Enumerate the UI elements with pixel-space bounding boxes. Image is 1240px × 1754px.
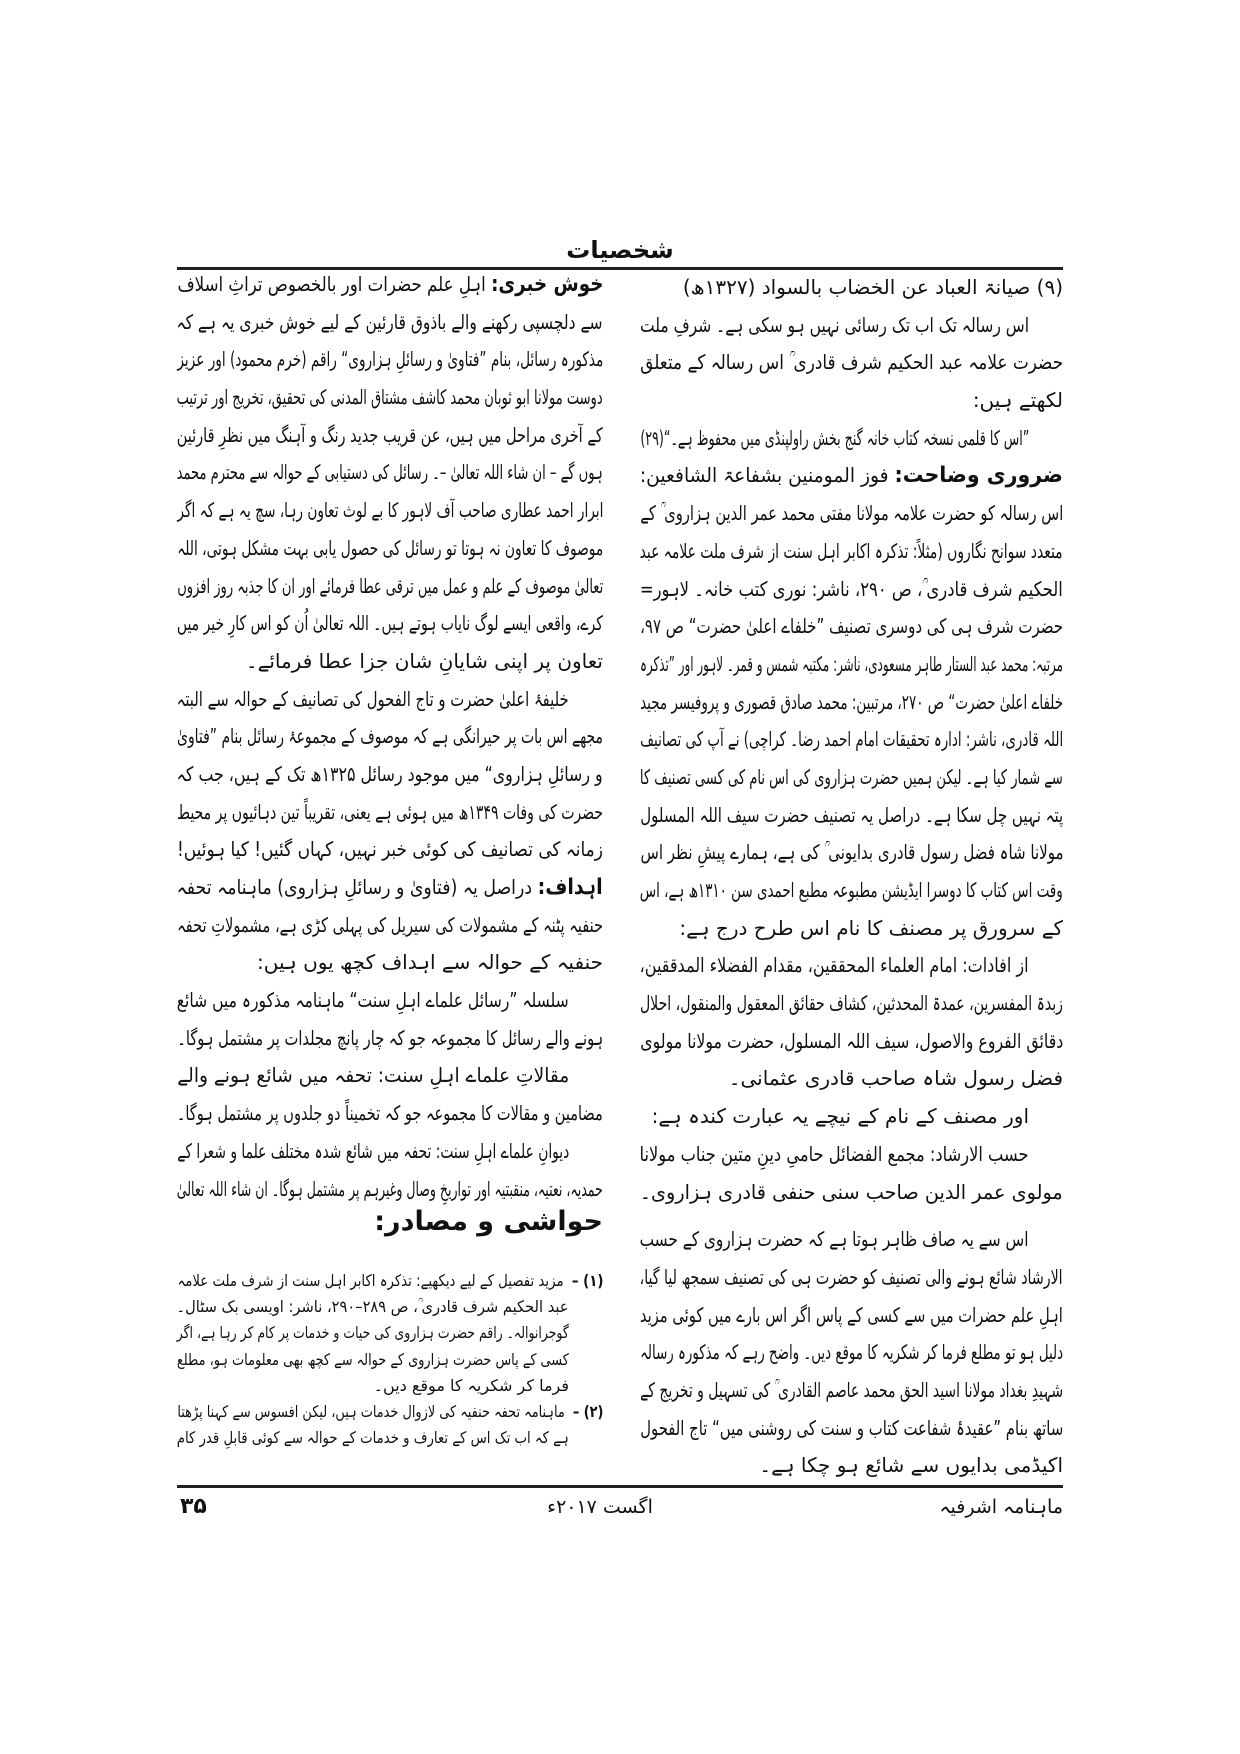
line-text: اللہ قادری، ناشر: ادارہ تحقیقات امام احمد رضا۔ کراچی) نے آپ کی تصانیف xyxy=(640,727,1063,752)
text-line xyxy=(177,1095,603,1133)
magazine-name: ماہنامہ اشرفیہ xyxy=(939,1496,1063,1518)
line-content xyxy=(177,454,603,492)
footer-divider xyxy=(177,1485,1063,1488)
line-text: متعدد سوانح نگاروں (مثلاً: تذکرہ اکابر اہل سنت از شرف ملت علامہ عبد xyxy=(640,538,1063,563)
line-text: سے شمار کیا ہے۔ لیکن ہمیں حضرت ہزاروی کی اس نام کی کسی تصنیف کا xyxy=(640,764,1063,789)
line-text: از افادات: امام العلماء المحققین، مقدام الفضلاء المدققین، xyxy=(640,953,1029,978)
line-content xyxy=(640,646,1063,684)
line-text: کرے، واقعی ایسے لوگ نایاب ہوتے ہیں۔ اللہ تعالیٰ اُن کو اس کارِ خیر میں xyxy=(177,611,603,636)
text-line xyxy=(640,721,1063,759)
line-content xyxy=(177,266,603,304)
line-text: حضرت کی وفات ۱۳۴۹ھ میں ہوئی ہے یعنی، تقریباً تین دہائیوں پر محیط xyxy=(176,799,603,824)
text-line xyxy=(640,1174,1063,1212)
line-text: سے دلچسپی رکھنے والے باذوق قارئین کے لیے خوش خبری یہ ہے کہ xyxy=(177,309,603,334)
line-content xyxy=(759,1447,1063,1485)
footnote-text: ہے کہ اب تک اس کے تعارف و خدمات کے حوالہ سے کوئی قابلِ قدر کام xyxy=(177,1428,569,1448)
text-line xyxy=(640,1297,1063,1335)
line-content xyxy=(177,1057,569,1095)
line-content xyxy=(640,533,1063,571)
footnote-text: مزید تفصیل کے لیے دیکھیے: تذکرہ اکابر اہل سنت از شرف ملت علامہ xyxy=(177,1271,564,1290)
text-line xyxy=(640,533,1063,571)
line-content xyxy=(640,947,1029,985)
line-text: مضامین و مقالات کا مجموعہ جو کہ تخمیناً دو جلدوں پر مشتمل ہوگا۔ xyxy=(177,1101,603,1126)
text-line xyxy=(640,420,1063,458)
line-text: ہوں گے – ان شاء اللہ تعالیٰ –۔ رسائل کی دستیابی کے حوالہ سے محترم محمد xyxy=(177,460,603,485)
text-line xyxy=(177,907,603,945)
line-text: تعالیٰ موصوف کے علم و عمل میں ترقی عطا فرمائے اور ان کا جذبہ روز افزوں xyxy=(177,573,603,598)
page-number: ۳۵ xyxy=(180,1494,207,1519)
line-text: اکیڈمی بدایوں سے شائع ہو چکا ہے۔ xyxy=(759,1453,1063,1478)
text-line xyxy=(640,872,1063,910)
line-content xyxy=(177,1294,569,1320)
line-text: حضرت شرف ہی کی دوسری تصنیف ”خلفاے اعلیٰ حضرت“ ص ۹۷، xyxy=(640,614,1063,639)
line-text: دوست مولانا ابو ثوبان محمد کاشف مشتاق المدنی کی تحقیق، تخریج اور ترتیب xyxy=(177,385,603,410)
line-content xyxy=(177,756,603,794)
line-text: خلفاے اعلیٰ حضرت“ ص ۲۷۰، مرتبین: محمد صادق قصوری و پروفیسر مجید xyxy=(640,689,1063,714)
line-content xyxy=(640,571,1063,609)
text-line xyxy=(177,379,603,417)
text-line xyxy=(640,608,1063,646)
line-text: مذکورہ رسائل، بنام ”فتاویٰ و رسائلِ ہزاروی“ راقم (خرم محمود) اور عزیز xyxy=(177,347,603,372)
text-line xyxy=(177,1057,603,1095)
line-content xyxy=(177,304,603,342)
text-line xyxy=(640,1023,1063,1061)
line-text: پتہ نہیں چل سکا ہے۔ دراصل یہ تصنیف حضرت سیف اللہ المسلول xyxy=(640,802,1063,827)
text-line xyxy=(177,492,603,530)
line-text: حنفیہ کے حوالہ سے اہداف کچھ یوں ہیں: xyxy=(257,950,603,975)
text-line xyxy=(177,756,603,794)
line-content xyxy=(177,1133,569,1171)
line-content xyxy=(177,1268,603,1294)
line-text: اس سے یہ صاف ظاہر ہوتا ہے کہ حضرت ہزاروی کے حسب xyxy=(640,1227,1029,1252)
line-content xyxy=(177,568,603,606)
line-text: کے آخری مراحل میں ہیں، عن قریب جدید رنگ و آہنگ میں نظرِ قارئین xyxy=(177,422,603,447)
line-content xyxy=(640,495,1063,533)
line-content xyxy=(177,1020,603,1058)
line-content xyxy=(177,341,603,379)
line-text: ساتھ بنام ”عقیدۂ شفاعت کتاب و سنت کی روشنی میں“ تاج الفحول xyxy=(640,1415,1063,1440)
line-text: الحکیم شرف قادری ؒ، ص ۲۹۰، ناشر: نوری کتب خانہ۔ لاہور= xyxy=(640,576,1063,601)
line-content xyxy=(679,910,1063,948)
line-content xyxy=(177,379,603,417)
paragraph-lead: ضروری وضاحت: xyxy=(894,463,1063,489)
line-text: ہونے والے رسائل کا مجموعہ جو کہ چار پانچ مجلدات پر مشتمل ہوگا۔ xyxy=(177,1025,603,1050)
right-column xyxy=(640,269,1063,1485)
text-line xyxy=(177,1133,603,1171)
line-text: و رسائلِ ہزاروی“ میں موجود رسائل ۱۳۲۵ھ تک کے ہیں، جب کہ xyxy=(177,761,603,786)
line-content xyxy=(640,834,1063,872)
line-content xyxy=(177,1320,569,1346)
line-content xyxy=(177,417,603,455)
text-line xyxy=(640,382,1063,420)
text-line xyxy=(177,794,603,832)
line-content xyxy=(640,1334,1063,1372)
footnote-number: (۲) – xyxy=(572,1401,603,1421)
text-line xyxy=(640,797,1063,835)
line-content xyxy=(640,1372,1063,1410)
footnote-text: فرما کر شکریہ کا موقع دیں۔ xyxy=(373,1375,569,1395)
text-line xyxy=(177,454,603,492)
line-text: اہلِ علم حضرات میں سے کسی کے پاس اگر اس بارے میں کوئی مزید xyxy=(640,1302,1063,1327)
line-text: مجھے اس بات پر حیرانگی ہے کہ موصوف کے مجموعۂ رسائل بنام ”فتاویٰ xyxy=(177,724,603,749)
line-text: سلسلہ ”رسائل علماے اہلِ سنت“ ماہنامہ مذکورہ میں شائع xyxy=(177,988,569,1013)
line-text: ابرار احمد عطاری صاحب آف لاہور کا بے لوث تعاون رہا، سچ یہ ہے کہ اگر xyxy=(177,498,603,523)
line-text: (۹) صیانۃ العباد عن الخضاب بالسواد (۱۳۲۷ھ) xyxy=(682,275,1063,299)
line-content xyxy=(640,759,1063,797)
line-content xyxy=(652,1098,1029,1136)
text-line xyxy=(640,1098,1063,1136)
footnote-text: ماہنامہ تحفہ حنفیہ کی لازوال خدمات ہیں، لیکن افسوس سے کہنا پڑھتا xyxy=(177,1401,565,1421)
line-text: فوز المومنین بشفاعۃ الشافعین: xyxy=(640,463,889,488)
text-line xyxy=(640,1447,1063,1485)
text-line xyxy=(640,1410,1063,1448)
line-text: دیوانِ علماے اہلِ سنت: تحفہ میں شائع شدہ مختلف علما و شعرا کے xyxy=(177,1138,569,1163)
line-content xyxy=(640,684,1063,722)
line-content xyxy=(640,1136,1029,1174)
line-content xyxy=(177,1347,569,1373)
line-content xyxy=(177,869,603,907)
text-line xyxy=(640,1136,1063,1174)
section-title: شخصیات xyxy=(566,236,674,264)
line-content xyxy=(640,1259,1063,1297)
line-text: ”اس کا قلمی نسخہ کتاب خانہ گنج بخش راولپنڈی میں محفوظ ہے۔“(۲۹) xyxy=(640,425,1029,450)
footnote-line xyxy=(177,1320,603,1346)
text-line xyxy=(640,910,1063,948)
text-line xyxy=(177,417,603,455)
text-line xyxy=(177,982,603,1020)
text-line xyxy=(640,947,1063,985)
line-content xyxy=(640,985,1063,1023)
line-text: زبدۃ المفسرین، عمدۃ المحدثین، کشاف حقائق المعقول والمنقول، احلال xyxy=(640,991,1063,1016)
footnote-number: (۱) – xyxy=(571,1271,603,1290)
line-content xyxy=(246,643,603,681)
line-content xyxy=(177,907,603,945)
line-content xyxy=(374,1373,569,1399)
line-text: دلیل ہو تو مطلع فرما کر شکریہ کا موقع دیں۔ واضح رہے کہ مذکورہ رسالہ xyxy=(640,1340,1063,1365)
line-text: فضل رسول شاہ صاحب قادری عثمانی۔ xyxy=(728,1066,1063,1091)
line-text: اور مصنف کے نام کے نیچے یہ عبارت کندہ ہے: xyxy=(651,1104,1029,1129)
text-line xyxy=(640,1221,1063,1259)
footnote-text: کسی کے پاس حضرت ہزاروی کے حوالہ سے کچھ بھی معلومات ہو، مطلع xyxy=(177,1349,569,1369)
line-content xyxy=(640,1410,1063,1448)
line-text: اہلِ علم حضرات اور بالخصوص تراثِ اسلاف xyxy=(177,272,486,296)
line-text: دقائق الفروع والاصول، سیف اللہ المسلول، حضرت مولانا مولوی xyxy=(640,1028,1063,1053)
line-text: خلیفۂ اعلیٰ حضرت و تاج الفحول کی تصانیف کے حوالہ سے البتہ xyxy=(176,686,569,711)
line-text: موصوف کا تعاون نہ ہوتا تو رسائل کی حصول یابی بہت مشکل ہوتی، اللہ xyxy=(177,535,603,560)
line-content xyxy=(729,1060,1063,1098)
text-line xyxy=(640,269,1063,307)
line-content xyxy=(177,1399,603,1425)
text-line xyxy=(177,1020,603,1058)
line-text: وقت اس کتاب کا دوسرا ایڈیشن مطبوعہ مطبع احمدی سن ۱۳۱۰ھ ہے، اس xyxy=(640,878,1063,902)
left-column xyxy=(177,266,603,1208)
text-line xyxy=(640,495,1063,533)
line-content xyxy=(640,608,1063,646)
footnote-line xyxy=(177,1399,603,1425)
footnote-line xyxy=(177,1294,603,1320)
text-line xyxy=(640,344,1063,382)
footnote-line xyxy=(177,1425,603,1451)
line-text: لکھتے ہیں: xyxy=(972,388,1063,413)
line-content xyxy=(177,681,569,719)
text-line xyxy=(640,985,1063,1023)
line-text: مرتبہ: محمد عبد الستار طاہر مسعودی، ناشر: مکتبہ شمس و قمر۔ لاہور اور ”تذکرہ xyxy=(640,651,1063,676)
issue-date: اگست ۲۰۱۷ء xyxy=(547,1496,653,1518)
line-content xyxy=(177,530,603,568)
text-line xyxy=(640,571,1063,609)
footnote-line xyxy=(177,1268,603,1294)
line-text: مقالاتِ علماے اہلِ سنت: تحفہ میں شائع ہونے والے xyxy=(177,1063,569,1088)
line-text: دراصل یہ (فتاویٰ و رسائلِ ہزاروی) ماہنامہ تحفہ xyxy=(177,875,533,899)
footnote-line xyxy=(177,1373,603,1399)
footnotes xyxy=(177,1268,603,1451)
text-line xyxy=(640,457,1063,495)
line-content xyxy=(683,269,1063,307)
line-content xyxy=(177,794,603,832)
text-line xyxy=(177,944,603,982)
text-line xyxy=(640,684,1063,722)
text-line xyxy=(177,341,603,379)
line-text: مولوی عمر الدین صاحب سنی حنفی قادری ہزاروی۔ xyxy=(640,1179,1063,1204)
line-content xyxy=(177,982,569,1020)
line-content xyxy=(640,1023,1063,1061)
line-text: زمانہ کی تصانیف کی کوئی خبر نہیں، کہاں گئیں! کیا ہوئیں! xyxy=(177,837,603,862)
line-content xyxy=(640,307,1029,345)
line-content xyxy=(177,492,603,530)
text-line xyxy=(177,530,603,568)
line-content xyxy=(177,1425,569,1451)
line-text: حمدیہ، نعتیہ، منقبتیہ اور تواریخِ وصال وغیرہم پر مشتمل ہوگا۔ ان شاء اللہ تعالیٰ xyxy=(177,1176,603,1201)
text-line xyxy=(640,307,1063,345)
line-content xyxy=(257,944,603,982)
footnote-text: گوجرانوالہ۔ راقم حضرت ہزاروی کی حیات و خدمات پر کام کر رہا ہے، اگر xyxy=(177,1323,569,1343)
footnote-line xyxy=(177,1347,603,1373)
text-line xyxy=(640,1259,1063,1297)
line-content xyxy=(177,605,603,643)
line-content xyxy=(177,831,603,869)
text-line xyxy=(177,568,603,606)
line-text: حضرت علامہ عبد الحکیم شرف قادری ؒ اس رسالہ کے متعلق xyxy=(640,350,1063,375)
text-line xyxy=(177,718,603,756)
paragraph-lead: اہداف: xyxy=(537,875,603,900)
text-line xyxy=(177,831,603,869)
text-line xyxy=(640,1372,1063,1410)
line-text: حسب الارشاد: مجمع الفضائل حامیِ دینِ متین جناب مولانا xyxy=(640,1141,1029,1166)
text-line xyxy=(640,646,1063,684)
line-text: اس رسالہ کو حضرت علامہ مولانا مفتی محمد عمر الدین ہزاروی ؒ کے xyxy=(640,501,1063,526)
line-text: تعاون پر اپنی شایانِ شان جزا عطا فرمائے۔ xyxy=(245,648,603,673)
line-content xyxy=(640,721,1063,759)
text-line xyxy=(640,1334,1063,1372)
line-content xyxy=(177,1095,603,1133)
line-content xyxy=(640,457,1063,495)
text-line xyxy=(177,605,603,643)
line-text: الارشاد شائع ہونے والی تصنیف کو حضرت ہی کی تصنیف سمجھ لیا گیا، xyxy=(640,1264,1063,1289)
line-text: حنفیہ پٹنہ کے مشمولات کی سیریل کی پہلی کڑی ہے، مشمولاتِ تحفہ xyxy=(177,912,603,937)
text-line xyxy=(177,304,603,342)
text-line xyxy=(177,643,603,681)
line-content xyxy=(640,797,1063,835)
line-content xyxy=(177,718,603,756)
notes-heading: حواشی و مصادر: xyxy=(374,1206,603,1237)
line-text: مولانا شاہ فضل رسول قادری بدایونی ؒ کی ہے، ہمارے پیشِ نظر اس xyxy=(640,840,1063,865)
line-text: کے سرورق پر مصنف کا نام اس طرح درج ہے: xyxy=(679,915,1063,940)
line-content xyxy=(640,1221,1029,1259)
paragraph-lead: خوش خبری: xyxy=(490,272,603,297)
text-line xyxy=(640,759,1063,797)
text-line xyxy=(177,869,603,907)
line-content xyxy=(640,872,1063,910)
line-content xyxy=(973,382,1063,420)
footnote-text: عبد الحکیم شرف قادری ؒ، ص ۲۸۹–۲۹۰، ناشر: اویسی بک سٹال۔ xyxy=(177,1297,569,1317)
line-content xyxy=(640,420,1029,458)
text-line xyxy=(177,681,603,719)
line-content xyxy=(640,344,1063,382)
line-content xyxy=(640,1297,1063,1335)
text-line xyxy=(177,266,603,304)
line-content xyxy=(640,1174,1063,1212)
line-text: اس رسالہ تک اب تک رسائی نہیں ہو سکی ہے۔ شرفِ ملت xyxy=(640,312,1029,337)
line-text: شہیدِ بغداد مولانا اسید الحق محمد عاصم القادری ؒ کی تسہیل و تخریج کے xyxy=(640,1377,1063,1402)
text-line xyxy=(640,1060,1063,1098)
text-line xyxy=(640,834,1063,872)
